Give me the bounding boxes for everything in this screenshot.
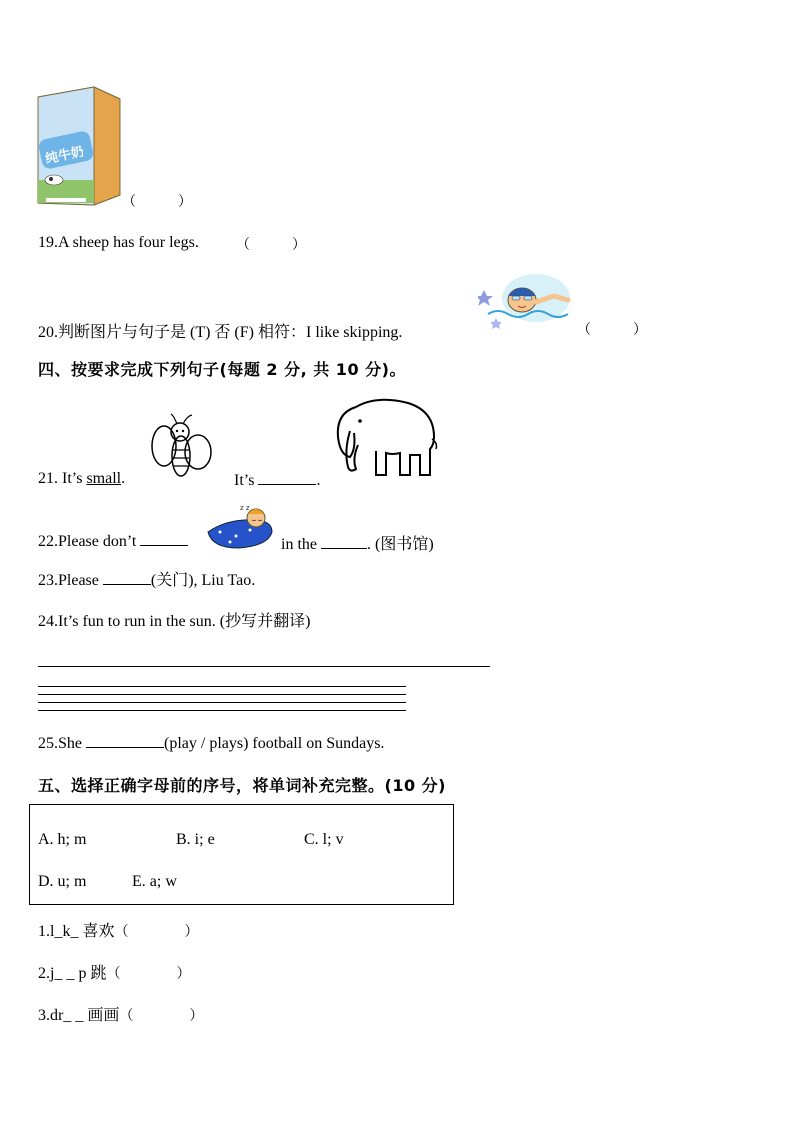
q23-line (38, 567, 255, 590)
q21-suffix: . (121, 470, 126, 487)
section-5-heading: 五、选择正确字母前的序号，将单词补充完整。(10 分) (38, 776, 446, 795)
q21-part2 (234, 470, 320, 490)
q23-answer-blank[interactable] (103, 570, 151, 585)
option-b: B. i; e (176, 831, 215, 848)
q25-answer-blank[interactable] (86, 733, 164, 748)
q25-prefix: 25.She (38, 735, 86, 752)
item-3-answer-paren[interactable]: （ ） (119, 1008, 204, 1024)
q22-answer-blank-1[interactable] (140, 531, 188, 546)
q20-answer-paren[interactable]: （ ） (577, 322, 647, 338)
q19-answer-paren[interactable]: （ ） (236, 237, 306, 253)
q21-word: small (86, 470, 122, 487)
q20-text: 20.判断图片与句子是 (T) 否 (F) 相符：I like skipping. (38, 324, 403, 341)
elephant-image (334, 395, 438, 483)
option-e: E. a; w (132, 873, 177, 890)
q24-writing-line-4[interactable] (38, 702, 406, 703)
milk-label: 纯牛奶 (44, 144, 86, 168)
q21-end: . (316, 472, 321, 489)
q22-prefix: 22.Please don’t (38, 533, 141, 550)
q23-prefix: 23.Please (38, 572, 103, 589)
option-c: C. l; v (304, 831, 344, 848)
q22-end: . (图书馆) (367, 536, 434, 553)
q18-answer-paren[interactable]: （ ） (122, 194, 192, 210)
q22-answer-blank-2[interactable] (321, 534, 367, 549)
q23-end: (关门), Liu Tao. (150, 572, 256, 589)
item-2-answer-paren[interactable]: （ ） (106, 966, 191, 982)
item-3 (38, 1002, 203, 1025)
q22-line-start (38, 531, 188, 551)
item-1-text: 1.l_k_ 喜欢 (38, 923, 115, 940)
sleeping-child-image (206, 502, 274, 550)
section-4-heading: 四、按要求完成下列句子(每题 2 分, 共 10 分)。 (38, 360, 406, 379)
q24-writing-line-2[interactable] (38, 686, 406, 687)
q24-text: 24.It’s fun to run in the sun. (抄写并翻译) (38, 613, 311, 630)
item-1-answer-paren[interactable]: （ ） (114, 924, 199, 940)
svg-text:z z: z z (240, 504, 250, 512)
option-a: A. h; m (38, 831, 87, 848)
q21-prefix: 21. It’s (38, 470, 87, 487)
q25-end: (play / plays) football on Sundays. (164, 735, 385, 752)
option-d: D. u; m (38, 873, 87, 890)
q24-writing-line-3[interactable] (38, 694, 406, 695)
item-1 (38, 918, 198, 941)
item-2-text: 2.j_ _ p 跳 (38, 965, 107, 982)
milk-carton-image (36, 85, 122, 207)
bee-image (150, 410, 214, 482)
item-2 (38, 960, 190, 983)
swimmer-image (478, 270, 574, 332)
q22-middle: in the (281, 536, 321, 553)
q24-writing-line-1[interactable] (38, 666, 490, 667)
q21-answer-blank[interactable] (258, 470, 316, 485)
q22-line-end (281, 531, 434, 554)
q21-line (38, 470, 125, 488)
q21-part2-text: It’s (234, 472, 259, 489)
options-box (29, 804, 454, 905)
q25-line (38, 733, 384, 753)
q24-writing-line-5[interactable] (38, 710, 406, 711)
item-3-text: 3.dr_ _ 画画 (38, 1007, 120, 1024)
q19-text: 19.A sheep has four legs. (38, 234, 199, 251)
